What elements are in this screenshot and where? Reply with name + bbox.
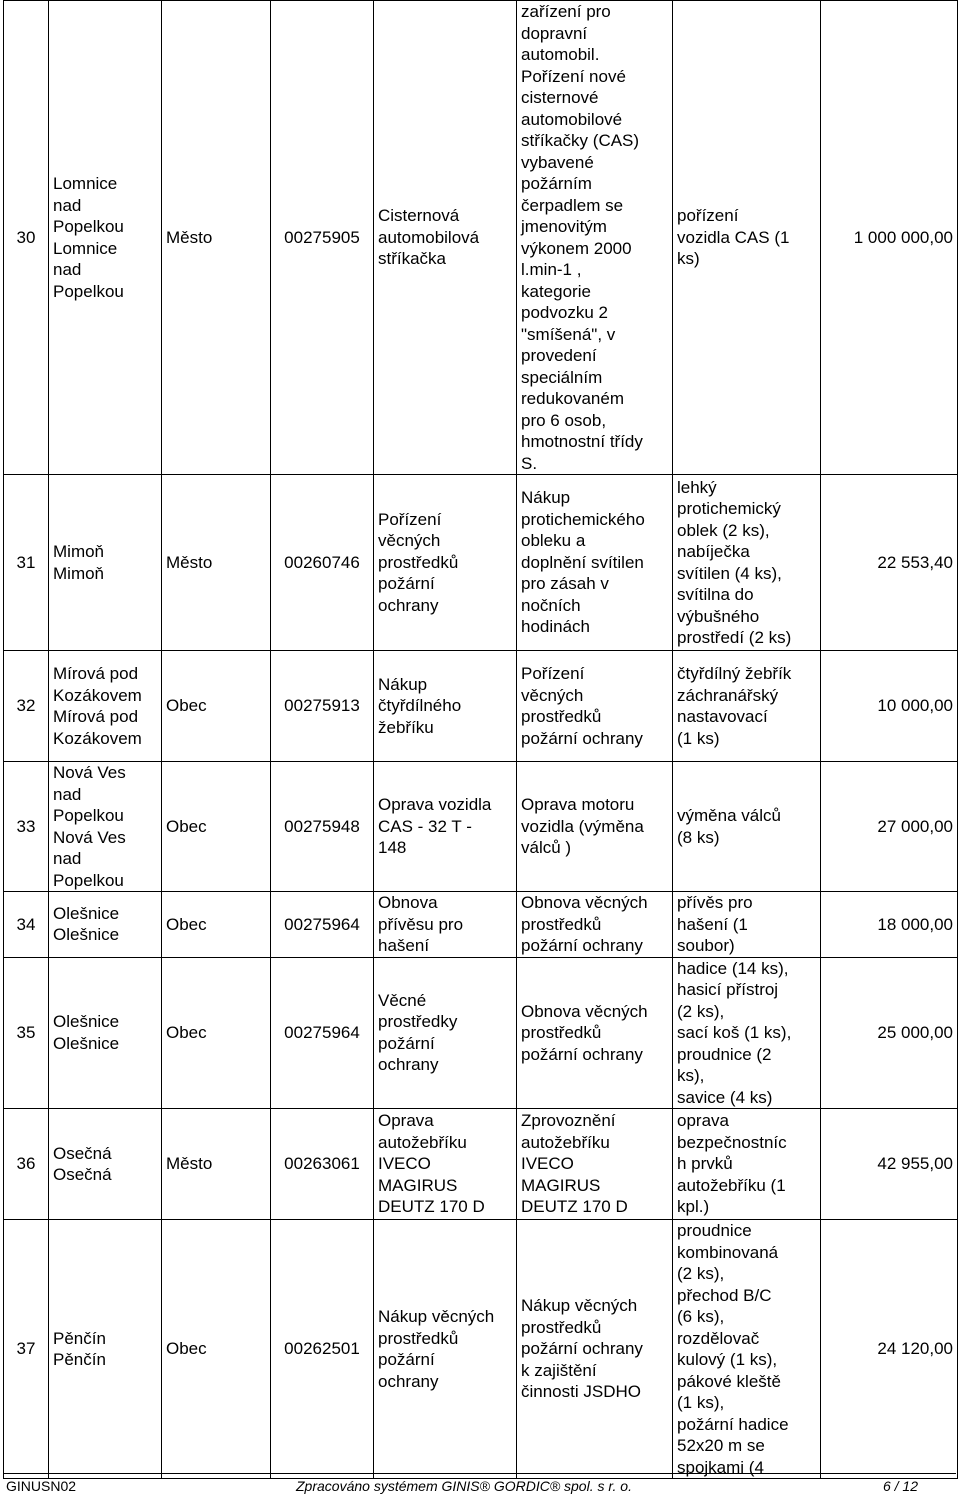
municipality-name: Mírová pod Kozákovem Mírová pod Kozákovem: [53, 664, 142, 748]
project-items: oprava bezpečnostníc h prvků autožebříku (1 kpl.): [677, 1111, 787, 1217]
ico-number: 00263061: [284, 1154, 360, 1174]
municipality-name-cell: [49, 1220, 162, 1479]
project-items: pořízení vozidla CAS (1 ks): [677, 206, 790, 269]
project-items-cell: [673, 1, 821, 475]
project-items-cell: [673, 651, 821, 762]
project-subject: Nákup čtyřdílného žebříku: [378, 674, 462, 737]
municipality-type: Obec: [166, 1023, 207, 1042]
table-row: [4, 651, 958, 762]
project-purpose-cell: [517, 651, 673, 762]
project-purpose: Obnova věcných prostředků požární ochrany: [521, 893, 648, 955]
project-purpose-cell: [517, 1109, 673, 1220]
project-subject-cell: [374, 1220, 517, 1479]
project-purpose: Zprovoznění autožebříku IVECO MAGIRUS DEUTZ 170 D: [521, 1111, 628, 1217]
amount-cell: [821, 651, 958, 762]
table-row: [4, 1, 958, 475]
row-number-cell: [4, 651, 49, 762]
ico-number: 00260746: [284, 552, 360, 572]
table-body: [4, 1, 958, 1479]
municipality-type-cell: [162, 475, 271, 651]
amount: 24 120,00: [877, 1339, 953, 1359]
project-items-cell: [673, 1220, 821, 1479]
row-number: 32: [16, 696, 36, 716]
project-subject: Nákup věcných prostředků požární ochrany: [378, 1307, 495, 1391]
municipality-name-cell: [49, 957, 162, 1109]
grant-table: [3, 0, 958, 1479]
municipality-name: Olešnice Olešnice: [53, 1012, 120, 1053]
row-number-cell: [4, 957, 49, 1109]
project-purpose-cell: [517, 892, 673, 958]
project-items-cell: [673, 475, 821, 651]
amount-cell: [821, 892, 958, 958]
municipality-type: Město: [166, 552, 213, 572]
ico-number-cell: [271, 1, 374, 475]
amount: 1 000 000,00: [853, 227, 953, 247]
project-subject-cell: [374, 1, 517, 475]
ico-number: 00275905: [284, 227, 360, 247]
ico-number-cell: [271, 762, 374, 892]
municipality-name-cell: [49, 1, 162, 475]
table-row: [4, 957, 958, 1109]
amount-cell: [821, 762, 958, 892]
project-purpose: Oprava motoru vozidla (výměna válců ): [521, 795, 644, 858]
project-items-cell: [673, 762, 821, 892]
project-subject-cell: [374, 475, 517, 651]
ico-number-cell: [271, 957, 374, 1109]
amount: 25 000,00: [877, 1023, 953, 1042]
amount-cell: [821, 957, 958, 1109]
footer-code: GINUSN02: [6, 1478, 77, 1494]
municipality-type-cell: [162, 762, 271, 892]
amount: 18 000,00: [877, 914, 953, 934]
project-items-cell: [673, 1109, 821, 1220]
row-number: 33: [16, 816, 36, 836]
municipality-name-cell: [49, 892, 162, 958]
row-number: 34: [16, 914, 36, 934]
municipality-type-cell: [162, 957, 271, 1109]
project-purpose-cell: [517, 762, 673, 892]
municipality-name-cell: [49, 475, 162, 651]
amount-cell: [821, 475, 958, 651]
project-items: hadice (14 ks), hasicí přístroj (2 ks), sací koš (1 ks), proudnice (2 ks), savice (4 ks): [677, 958, 792, 1107]
amount: 27 000,00: [877, 816, 953, 836]
project-items-cell: [673, 892, 821, 958]
project-items: přívěs pro hašení (1 soubor): [677, 893, 753, 955]
ico-number: 00262501: [284, 1339, 360, 1359]
row-number-cell: [4, 762, 49, 892]
municipality-name: Mimoň Mimoň: [53, 542, 105, 583]
project-subject: Oprava autožebříku IVECO MAGIRUS DEUTZ 170 D: [378, 1111, 485, 1217]
project-subject: Věcné prostředky požární ochrany: [378, 990, 458, 1075]
ico-number: 00275964: [284, 1023, 360, 1042]
project-purpose-cell: [517, 1, 673, 475]
table-row: [4, 1220, 958, 1479]
municipality-type-cell: [162, 1109, 271, 1220]
municipality-type-cell: [162, 892, 271, 958]
municipality-type-cell: [162, 1, 271, 475]
municipality-name: Osečná Osečná: [53, 1143, 112, 1184]
project-subject: Oprava vozidla CAS - 32 T - 148: [378, 795, 492, 858]
municipality-name: Olešnice Olešnice: [53, 903, 120, 945]
row-number-cell: [4, 1109, 49, 1220]
project-subject: Obnova přívěsu pro hašení: [378, 893, 464, 955]
project-purpose: Nákup protichemického obleku a doplnění svítilen pro zásah v nočních hodinách: [521, 488, 645, 637]
project-subject-cell: [374, 892, 517, 958]
municipality-name: Lomnice nad Popelkou Lomnice nad Popelkou: [53, 174, 124, 301]
row-number: 36: [16, 1154, 36, 1174]
project-items: čtyřdílný žebřík záchranářský nastavovací (1 ks): [677, 664, 792, 748]
table-row: [4, 475, 958, 651]
project-purpose: Obnova věcných prostředků požární ochrany: [521, 1001, 648, 1064]
row-number-cell: [4, 892, 49, 958]
municipality-type-cell: [162, 1220, 271, 1479]
municipality-type: Obec: [166, 696, 207, 716]
page-footer: [4, 1473, 956, 1495]
municipality-type: Město: [166, 227, 213, 247]
ico-number-cell: [271, 892, 374, 958]
amount-cell: [821, 1109, 958, 1220]
ico-number-cell: [271, 651, 374, 762]
project-subject-cell: [374, 1109, 517, 1220]
municipality-type: Obec: [166, 816, 207, 836]
row-number-cell: [4, 1220, 49, 1479]
amount: 22 553,40: [877, 552, 953, 572]
municipality-type-cell: [162, 651, 271, 762]
project-purpose-cell: [517, 1220, 673, 1479]
ico-number-cell: [271, 1109, 374, 1220]
row-number: 31: [16, 552, 36, 572]
page-number: 6 / 12: [882, 1478, 918, 1494]
row-number-cell: [4, 1, 49, 475]
table-row: [4, 892, 958, 958]
project-items: výměna válců (8 ks): [677, 806, 781, 847]
ico-number: 00275964: [284, 914, 360, 934]
row-number: 37: [16, 1339, 36, 1359]
row-number: 35: [16, 1023, 36, 1042]
project-subject-cell: [374, 651, 517, 762]
project-purpose: zařízení pro dopravní automobil. Pořízení nové cisternové automobilové stříkačky (CAS) vybavené požárním čerpadlem se jmenovitým výkonem 2000 l.min-1 , kategorie podvozku 2 "smíšená", v provedení speciálním redukovaném pro 6 osob, hmotnostní třídy S.: [521, 2, 643, 473]
project-purpose-cell: [517, 957, 673, 1109]
amount: 10 000,00: [877, 696, 953, 716]
ico-number: 00275913: [284, 696, 360, 716]
ico-number-cell: [271, 475, 374, 651]
municipality-type: Obec: [166, 914, 207, 934]
municipality-type: Obec: [166, 1339, 207, 1359]
ico-number-cell: [271, 1220, 374, 1479]
amount-cell: [821, 1, 958, 475]
project-items-cell: [673, 957, 821, 1109]
municipality-name-cell: [49, 1109, 162, 1220]
project-items: lehký protichemický oblek (2 ks), nabíječka svítilen (4 ks), svítilna do výbušného prostředí (2 ks): [677, 477, 792, 647]
municipality-name-cell: [49, 762, 162, 892]
project-subject: Pořízení věcných prostředků požární ochrany: [378, 509, 459, 615]
project-purpose: Pořízení věcných prostředků požární ochrany: [521, 664, 643, 748]
row-number: 30: [16, 227, 36, 247]
project-subject: Cisternová automobilová stříkačka: [378, 206, 480, 269]
ico-number: 00275948: [284, 816, 360, 836]
municipality-type: Město: [166, 1154, 213, 1174]
table-row: [4, 762, 958, 892]
footer-processed-by: Zpracováno systémem GINIS® GORDIC® spol. s r. o.: [296, 1478, 632, 1494]
project-purpose: Nákup věcných prostředků požární ochrany k zajištění činnosti JSDHO: [521, 1296, 643, 1402]
project-purpose-cell: [517, 475, 673, 651]
row-number-cell: [4, 475, 49, 651]
amount-cell: [821, 1220, 958, 1479]
amount: 42 955,00: [877, 1154, 953, 1174]
project-subject-cell: [374, 957, 517, 1109]
table-row: [4, 1109, 958, 1220]
municipality-name: Pěnčín Pěnčín: [53, 1328, 106, 1369]
municipality-name: Nová Ves nad Popelkou Nová Ves nad Popelkou: [53, 763, 126, 890]
municipality-name-cell: [49, 651, 162, 762]
project-subject-cell: [374, 762, 517, 892]
project-items: proudnice kombinovaná (2 ks), přechod B/C (6 ks), rozdělovač kulový (1 ks), pákové kleště (1 ks), požární hadice 52x20 m se spojkami (4: [677, 1221, 789, 1477]
